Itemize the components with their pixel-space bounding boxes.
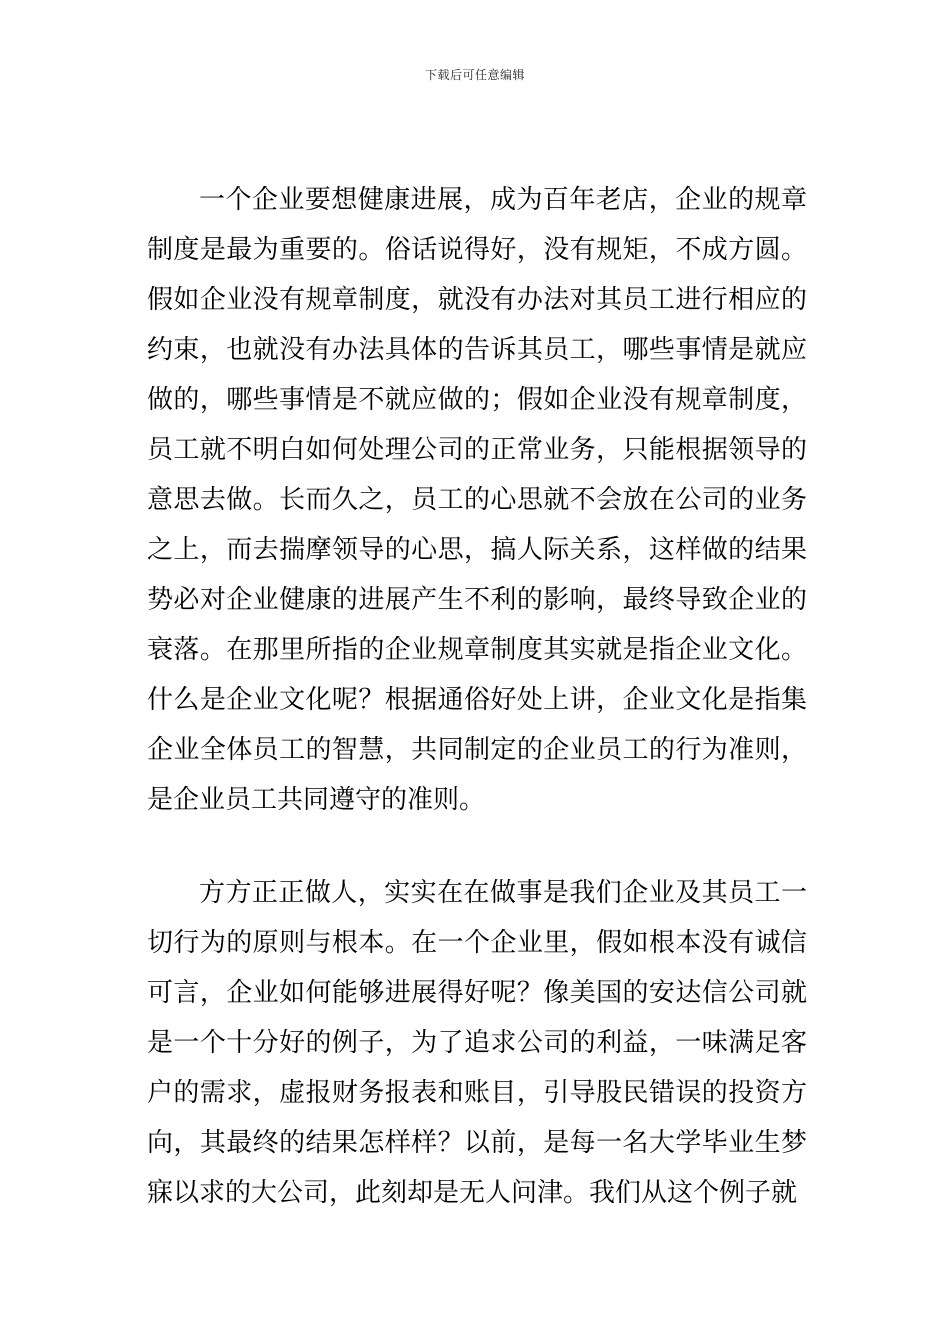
- paragraph-2-container: [147, 868, 807, 1218]
- paragraph-1-container: [147, 175, 807, 825]
- paragraph-2: 方方正正做人，实实在在做事是我们企业及其员工一切行为的原则与根本。在一个企业里，假如根本没有诚信可言，企业如何能够进展得好呢？像美国的安达信公司就是一个十分好的例子，为了追求公司的利益，一味满足客户的需求，虚报财务报表和账目，引导股民错误的投资方向，其最终的结果怎样样？以前，是每一名大学毕业生梦寐以求的大公司，此刻却是无人问津。我们从这个例子就: [147, 878, 807, 1208]
- paragraph-1: 一个企业要想健康进展，成为百年老店，企业的规章制度是最为重要的。俗话说得好，没有规矩，不成方圆。假如企业没有规章制度，就没有办法对其员工进行相应的约束，也就没有办法具体的告诉其员工，哪些事情是就应做的，哪些事情是不就应做的；假如企业没有规章制度，员工就不明白如何处理公司的正常业务，只能根据领导的意思去做。长而久之，员工的心思就不会放在公司的业务之上，而去揣摩领导的心思，搞人际关系，这样做的结果势必对企业健康的进展产生不利的影响，最终导致企业的衰落。在那里所指的企业规章制度其实就是指企业文化。什么是企业文化呢？根据通俗好处上讲，企业文化是指集企业全体员工的智慧，共同制定的企业员工的行为准则，是企业员工共同遵守的准则。: [147, 185, 807, 815]
- page-header: 下载后可任意编辑: [424, 68, 525, 82]
